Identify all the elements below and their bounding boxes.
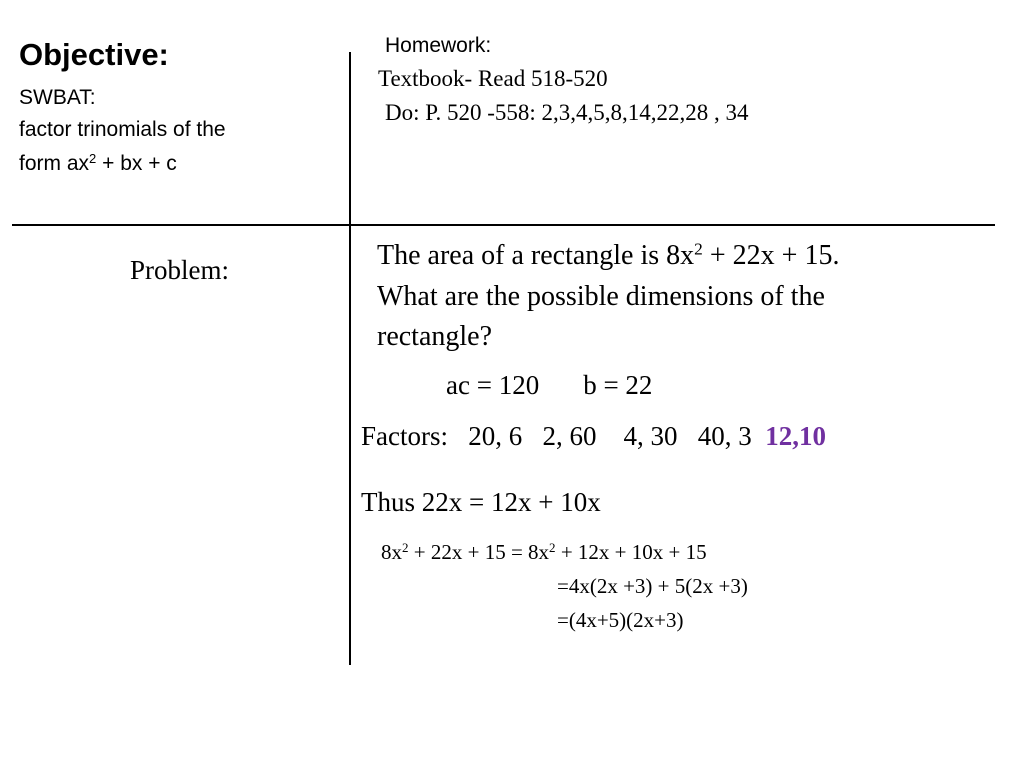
- objective-form-exponent: 2: [89, 150, 97, 166]
- equation-line2: =4x(2x +3) + 5(2x +3): [557, 574, 748, 598]
- factors-label: Factors:: [361, 421, 448, 451]
- ac-b-values: [446, 370, 652, 401]
- equation-line1: [381, 540, 707, 565]
- problem-line1-prefix: The area of a rectangle is 8x: [377, 240, 695, 271]
- eq1-exponent-1: 2: [402, 539, 409, 555]
- thus-line: Thus 22x = 12x + 10x: [361, 487, 601, 517]
- objective-form-suffix: + bx + c: [96, 152, 177, 175]
- eq1-part-a: 8x: [381, 540, 402, 564]
- equation-line3: =(4x+5)(2x+3): [557, 608, 684, 632]
- problem-text-line3: rectangle?: [377, 321, 493, 352]
- vertical-divider: [349, 52, 351, 665]
- homework-read: Textbook- Read 518-520: [378, 66, 608, 91]
- problem-text-line2: What are the possible dimensions of the: [377, 281, 825, 312]
- problem-text-line1: [377, 240, 839, 272]
- objective-text-line1: factor trinomials of the: [19, 118, 226, 141]
- eq1-part-b: + 22x + 15 = 8x: [408, 540, 550, 564]
- objective-text-line2: [19, 152, 177, 176]
- b-value: b = 22: [583, 370, 653, 400]
- horizontal-divider: [12, 224, 995, 226]
- factors-line: [361, 421, 826, 452]
- objective-title: Objective:: [19, 37, 169, 72]
- problem-label: Problem:: [130, 255, 229, 285]
- homework-title: Homework:: [385, 34, 492, 57]
- swbat-label: SWBAT:: [19, 86, 96, 109]
- eq1-exponent-2: 2: [549, 539, 556, 555]
- factors-answer: 12,10: [765, 421, 826, 451]
- homework-do: Do: P. 520 -558: 2,3,4,5,8,14,22,28 , 34: [385, 100, 749, 125]
- eq1-part-c: + 12x + 10x + 15: [555, 540, 707, 564]
- problem-line1-suffix: + 22x + 15.: [702, 240, 840, 271]
- ac-value: ac = 120: [446, 370, 540, 400]
- factors-list: 20, 6 2, 60 4, 30 40, 3: [468, 421, 752, 451]
- problem-exponent: 2: [694, 239, 703, 259]
- objective-form-prefix: form ax: [19, 152, 90, 175]
